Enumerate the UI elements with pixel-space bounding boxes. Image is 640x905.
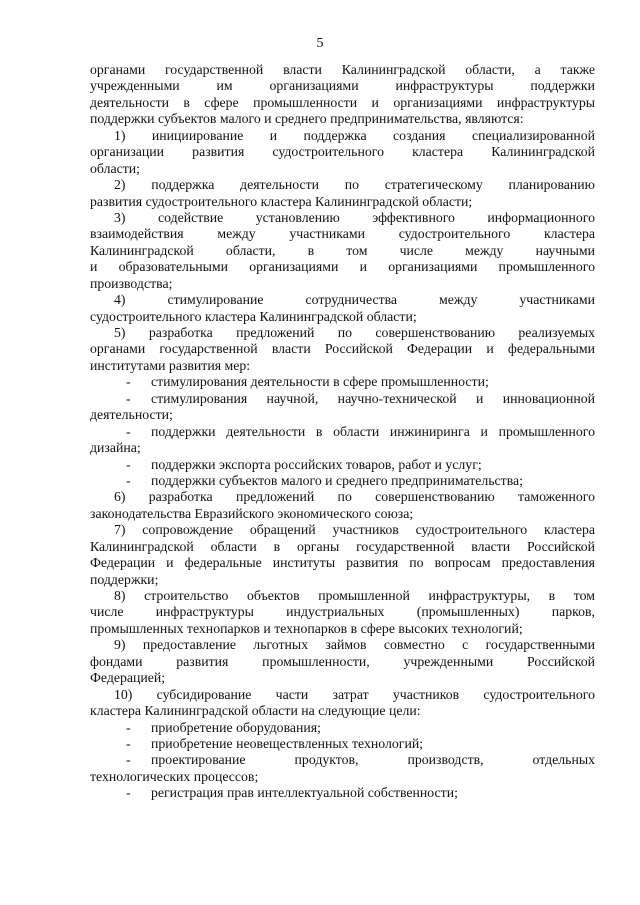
list-item-1-line: 1) инициирование и поддержка создания специализированной bbox=[114, 127, 595, 143]
list-item-3-line: 3) содействие установлению эффективного информационного bbox=[114, 209, 595, 225]
page-number: 5 bbox=[316, 36, 324, 51]
dash-item bbox=[90, 752, 595, 768]
dash-item bbox=[90, 457, 595, 473]
text-line: числе инфраструктуры индустриальных (промышленных) парков, bbox=[90, 604, 595, 620]
dash-item-text: приобретение оборудования; bbox=[151, 719, 321, 735]
text-line: деятельности; bbox=[90, 407, 173, 423]
text-line: фондами развития промышленности, учрежденными Российской bbox=[90, 653, 595, 669]
text-line: институтами развития мер: bbox=[90, 357, 251, 373]
dash-item-text: поддержки экспорта российских товаров, работ и услуг; bbox=[151, 456, 482, 472]
text-line: судостроительного кластера Калининградской области; bbox=[90, 308, 417, 324]
dash-marker: - bbox=[126, 785, 131, 801]
dash-marker: - bbox=[126, 719, 131, 735]
dash-item-text: приобретение неовеществленных технологий; bbox=[151, 735, 424, 751]
dash-item bbox=[90, 473, 595, 489]
dash-item bbox=[90, 391, 595, 407]
list-item-9-line: 9) предоставление льготных займов совместно с государственными bbox=[114, 637, 595, 653]
text-line: дизайна; bbox=[90, 440, 141, 456]
dash-marker: - bbox=[126, 390, 131, 406]
dash-marker: - bbox=[126, 472, 131, 488]
dash-item-text: поддержки субъектов малого и среднего предпринимательства; bbox=[151, 472, 524, 488]
dash-marker: - bbox=[126, 456, 131, 472]
text-line: промышленных технопарков и технопарков в сфере высоких технологий; bbox=[90, 620, 523, 636]
text-line: технологических процессов; bbox=[90, 768, 259, 784]
dash-marker: - bbox=[126, 752, 131, 768]
dash-item-text: стимулирования научной, научно-технической и инновационной bbox=[151, 390, 595, 406]
text-line: органами государственной власти Калининградской области, а также bbox=[90, 62, 595, 77]
dash-item bbox=[90, 785, 595, 801]
dash-item bbox=[90, 736, 595, 752]
text-line: кластера Калининградской области на следующие цели: bbox=[90, 703, 421, 719]
text-line: Федерации и федеральные институты развития по вопросам предоставления bbox=[90, 555, 595, 571]
dash-marker: - bbox=[126, 423, 131, 439]
list-item-4-line: 4) стимулирование сотрудничества между участниками bbox=[114, 292, 595, 308]
list-item-5-line: 5) разработка предложений по совершенствованию реализуемых bbox=[114, 325, 595, 340]
text-line: Калининградской области в органы государственной власти Российской bbox=[90, 538, 595, 554]
text-line: организации развития судостроительного кластера Калининградской bbox=[90, 144, 595, 160]
text-line: поддержки субъектов малого и среднего предпринимательства, являются: bbox=[90, 111, 524, 127]
text-line: органами государственной власти Российской Федерации и федеральными bbox=[90, 341, 595, 357]
dash-item bbox=[90, 424, 595, 440]
text-line: деятельности в сфере промышленности и организациями инфраструктуры bbox=[90, 94, 595, 110]
text-line: производства; bbox=[90, 275, 173, 291]
dash-marker: - bbox=[126, 735, 131, 751]
dash-item-text: проектирование продуктов, производств, отдельных bbox=[151, 752, 595, 768]
list-item-6-line: 6) разработка предложений по совершенствованию таможенного bbox=[114, 489, 595, 505]
text-line: области; bbox=[90, 160, 140, 176]
text-line: законодательства Евразийского экономического союза; bbox=[90, 505, 414, 521]
text-line: и образовательными организациями и организациями промышленного bbox=[90, 259, 595, 275]
dash-item bbox=[90, 374, 595, 390]
dash-item-text: регистрация прав интеллектуальной собственности; bbox=[151, 785, 458, 801]
list-item-8-line: 8) строительство объектов промышленной инфраструктуры, в том bbox=[114, 588, 595, 603]
text-line: взаимодействия между участниками судостроительного кластера bbox=[90, 226, 595, 242]
list-item-10-line: 10) субсидирование части затрат участников судостроительного bbox=[114, 686, 595, 702]
document-body bbox=[90, 62, 595, 802]
list-item-7-line: 7) сопровождение обращений участников судостроительного кластера bbox=[114, 522, 595, 538]
dash-item bbox=[90, 720, 595, 736]
text-line: поддержки; bbox=[90, 571, 159, 587]
text-line: Федерацией; bbox=[90, 670, 166, 686]
text-line: Калининградской области, в том числе между научными bbox=[90, 242, 595, 258]
text-line: учрежденными им организациями инфраструктуры поддержки bbox=[90, 78, 595, 94]
dash-marker: - bbox=[126, 374, 131, 390]
list-item-2-line: 2) поддержка деятельности по стратегическому планированию bbox=[114, 177, 595, 193]
dash-item-text: поддержки деятельности в области инжиниринга и промышленного bbox=[151, 423, 595, 439]
dash-item-text: стимулирования деятельности в сфере промышленности; bbox=[151, 374, 489, 390]
text-line: развития судостроительного кластера Калининградской области; bbox=[90, 193, 473, 209]
